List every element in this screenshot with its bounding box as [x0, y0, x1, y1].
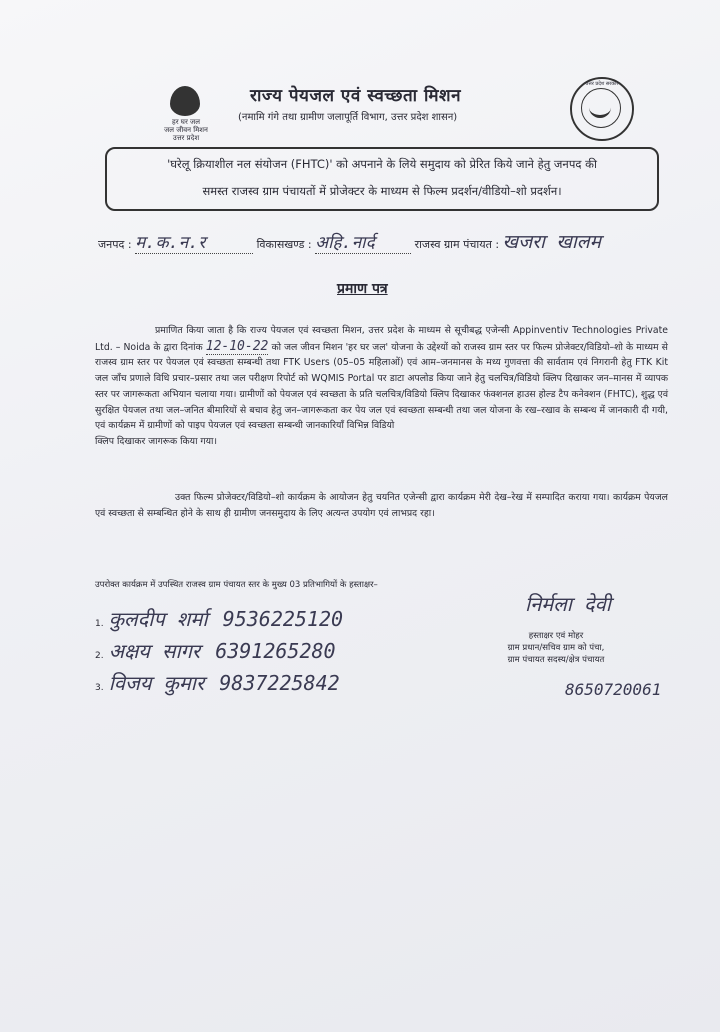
participant-signature: कुलदीप शर्मा	[108, 607, 208, 631]
certificate-paragraph-2: उक्त फिल्म प्रोजेक्टर/विडियो–शो कार्यक्रम के आयोजन हेतु चयनित एजेन्सी द्वारा कार्यक्रम मेरी देख–रेख में सम्पादित कराया गया। कार्यक्रम पेयजल एवं स्वच्छता से सम्बन्धित होने के साथ ही ग्रामीण जनसमुदाय के लिए अत्यन्त उपयोग एवं लाभप्रद रहा।	[95, 492, 668, 519]
block-label: विकासखण्ड :	[256, 238, 312, 251]
mission-title: राज्य पेयजल एवं स्वच्छता मिशन	[250, 86, 462, 106]
department-subtitle: (नमामि गंगे तथा ग्रामीण जलापूर्ति विभाग, उत्तर प्रदेश शासन)	[238, 112, 458, 123]
fish-emblem-icon	[589, 97, 611, 118]
seal-text: उत्तर प्रदेश सरकार	[585, 81, 619, 87]
district-label: जनपद :	[98, 238, 132, 251]
participant-signature: अक्षय सागर	[108, 639, 201, 663]
participant-phone: 6391265280	[215, 639, 336, 663]
program-date: 12-10-22	[205, 338, 269, 354]
location-fields	[98, 228, 698, 254]
paragraph-1-start: प्रमाणित किया जाता है कि राज्य पेयजल एवं स्वच्छता मिशन, उत्तर प्रदेश के माध्यम से सूचीबद्ध एजेन्सी Appinventiv Technologies Private Ltd. – Noida के द्वारा दिनांक	[95, 325, 668, 353]
participant-phone: 9837225842	[219, 671, 340, 695]
panchayat-label: राजस्व ग्राम पंचायत :	[414, 238, 500, 251]
designation-line-2: ग्राम पंचायत सदस्य/क्षेत्र पंचायत	[507, 655, 605, 665]
up-government-seal	[570, 77, 634, 141]
designation-line-1: ग्राम प्रधान/सचिव ग्राम को पंचा,	[507, 643, 605, 653]
certificate-paragraph-1	[95, 323, 668, 450]
water-drop-icon	[170, 86, 200, 116]
panchayat-value: खजरा खालम	[502, 231, 602, 253]
participant-signature: विजय कुमार	[108, 671, 205, 695]
logo-caption: हर घर जल जल जीवन मिशन उत्तर प्रदेश	[164, 118, 208, 142]
har-ghar-jal-logo	[158, 84, 214, 144]
signatory-phone: 8650720061	[565, 680, 662, 699]
participant-row	[95, 637, 455, 669]
participants-list	[95, 605, 455, 701]
paragraph-1-continuation: को जल जीवन मिशन 'हर घर जल' योजना के उद्देश्यों को राजस्व ग्राम स्तर पर फिल्म प्रोजेक्टर/विडियो–शो के माध्यम से राजस्व ग्राम स्तर पर पेयजल एवं स्वच्छता सम्बन्धी तथा FTK Users (05–05 महिलाओं) एवं आम–जनमानस के मध्य गुणवत्ता की सार्वताम एवं निगरानी हेतु FTK Kit जल जाँच प्रणाले विधि प्रचार–प्रसार तथा जल परीक्षण रिपोर्ट को WQMIS Portal पर डाटा अपलोड किया जाने हेतु चलचित्र/विडियो क्लिप दिखाकर जन–मानस में व्यापक स्तर पर जागरूकता अभियान चलाया गया। ग्रामीणों को पेयजल एवं स्वच्छता के प्रति चलचित्र/विडियो क्लिप दिखाकर फंक्शनल हाउस होल्ड टैप कनेक्शन (FHTC), शुद्ध एवं सुरक्षित पेयजल तथा जल–जनित बीमारियों से बचाव हेतु जन–जागरूकता कर पेय जल एवं स्वच्छता सम्बन्धी तथा जल योजना के रख–रखाव के सम्बन्ध में जानकारी दी गयी, एवं कार्यक्रम में ग्रामीणों को पाइप पेयजल एवं स्वच्छता सम्बन्धी जानकारियाँ विभिन्न विडियो	[95, 341, 668, 432]
participant-phone: 9536225120	[222, 607, 344, 631]
block-value: अहि.नार्द	[315, 230, 411, 254]
participant-number: 2.	[95, 651, 104, 661]
certificate-title: प्रमाण पत्र	[337, 281, 388, 297]
paragraph-1-end: क्लिप दिखाकर जागरूक किया गया।	[95, 435, 217, 447]
participant-number: 3.	[95, 683, 104, 693]
participant-row	[95, 605, 455, 637]
banner-line-2: समस्त राजस्व ग्राम पंचायतों में प्रोजेक्टर के माध्यम से फिल्म प्रदर्शन/वीडियो–शो प्रदर्शन।	[202, 184, 562, 198]
signatory-block	[476, 630, 636, 666]
district-value: म.क.न.र	[135, 230, 253, 254]
signature-caption: हस्ताक्षर एवं मोहर	[528, 631, 584, 641]
program-banner	[105, 147, 659, 211]
participant-number: 1.	[95, 619, 104, 629]
participant-row	[95, 669, 455, 701]
participants-note: उपरोक्त कार्यक्रम में उपस्थित राजस्व ग्राम पंचायत स्तर के मुख्य 03 प्रतिभागियों के हस्ताक्षर–	[95, 580, 378, 590]
pradhan-signature: निर्मला देवी	[525, 592, 611, 616]
banner-line-1: 'घरेलू क्रियाशील नल संयोजन (FHTC)' को अपनाने के लिये समुदाय को प्रेरित किये जाने हेतु जनपद की	[167, 157, 597, 171]
